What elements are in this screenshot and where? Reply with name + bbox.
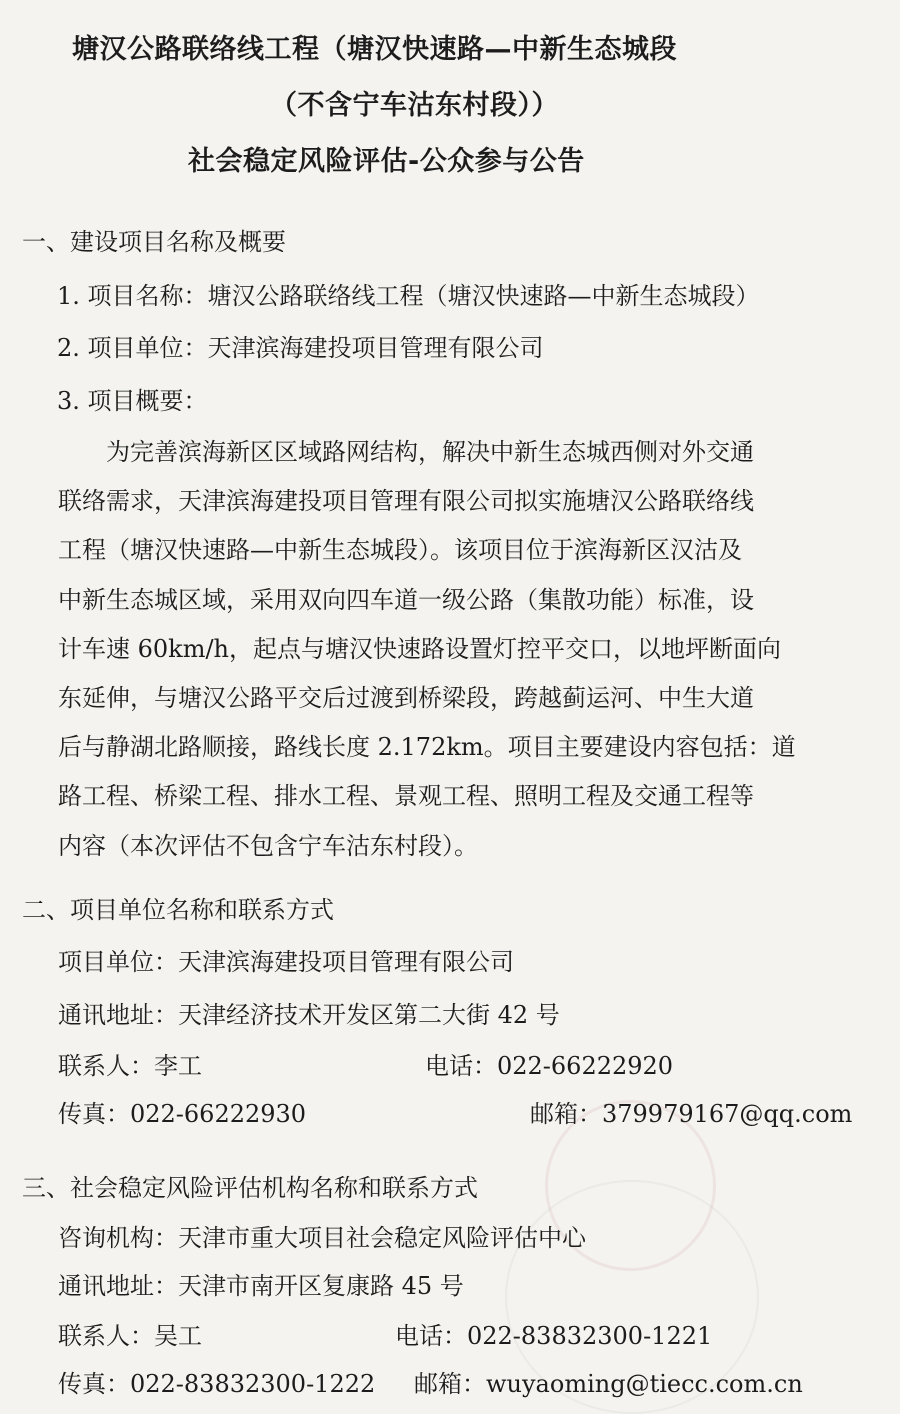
summary-line: 联络需求，天津滨海建投项目管理有限公司拟实施塘汉公路联络线 [58, 487, 754, 516]
summary-line: 路工程、桥梁工程、排水工程、景观工程、照明工程及交通工程等 [58, 782, 754, 811]
project-summary-label: 3. 项目概要： [57, 387, 208, 415]
section-3-heading: 三、社会稳定风险评估机构名称和联系方式 [22, 1174, 478, 1202]
agency-contact-person: 联系人：吴工 [58, 1322, 202, 1350]
unit-name: 项目单位：天津滨海建投项目管理有限公司 [58, 948, 514, 976]
project-name: 1. 项目名称：塘汉公路联络线工程（塘汉快速路—中新生态城段） [57, 282, 760, 310]
unit-contact-person: 联系人：李工 [58, 1052, 202, 1080]
section-2-heading: 二、项目单位名称和联系方式 [22, 896, 334, 924]
summary-line: 后与静湖北路顺接，路线长度 2.172km。项目主要建设内容包括：道 [58, 733, 796, 762]
title-line-3: 社会稳定风险评估-公众参与公告 [188, 146, 585, 177]
title-line-2: （不含宁车沽东村段）） [270, 90, 559, 121]
unit-address: 通讯地址：天津经济技术开发区第二大街 42 号 [58, 1001, 560, 1029]
project-summary-paragraph [58, 428, 888, 871]
section-1-heading: 一、建设项目名称及概要 [22, 228, 286, 256]
summary-line: 工程（塘汉快速路—中新生态城段）。该项目位于滨海新区汉沽及 [58, 536, 742, 565]
unit-fax: 传真：022-66222930 [58, 1100, 307, 1128]
summary-line: 计车速 60km/h，起点与塘汉快速路设置灯控平交口，以地坪断面向 [58, 634, 782, 663]
agency-name: 咨询机构：天津市重大项目社会稳定风险评估中心 [58, 1224, 586, 1252]
agency-address: 通讯地址：天津市南开区复康路 45 号 [58, 1272, 464, 1300]
project-unit: 2. 项目单位：天津滨海建投项目管理有限公司 [57, 334, 544, 362]
summary-line: 为完善滨海新区区域路网结构，解决中新生态城西侧对外交通 [58, 438, 754, 466]
summary-line: 内容（本次评估不包含宁车沽东村段）。 [58, 831, 478, 860]
agency-fax: 传真：022-83832300-1222 [58, 1370, 376, 1398]
unit-phone: 电话：022-66222920 [425, 1052, 674, 1080]
agency-phone: 电话：022-83832300-1221 [395, 1322, 713, 1350]
unit-email: 邮箱：379979167@qq.com [530, 1100, 853, 1128]
summary-line: 东延伸，与塘汉公路平交后过渡到桥梁段，跨越蓟运河、中生大道 [58, 684, 754, 713]
title-line-1: 塘汉公路联络线工程（塘汉快速路—中新生态城段 [72, 34, 677, 65]
summary-line: 中新生态城区域，采用双向四车道一级公路（集散功能）标准，设 [58, 585, 754, 614]
agency-email: 邮箱：wuyaoming@tiecc.com.cn [414, 1370, 803, 1398]
